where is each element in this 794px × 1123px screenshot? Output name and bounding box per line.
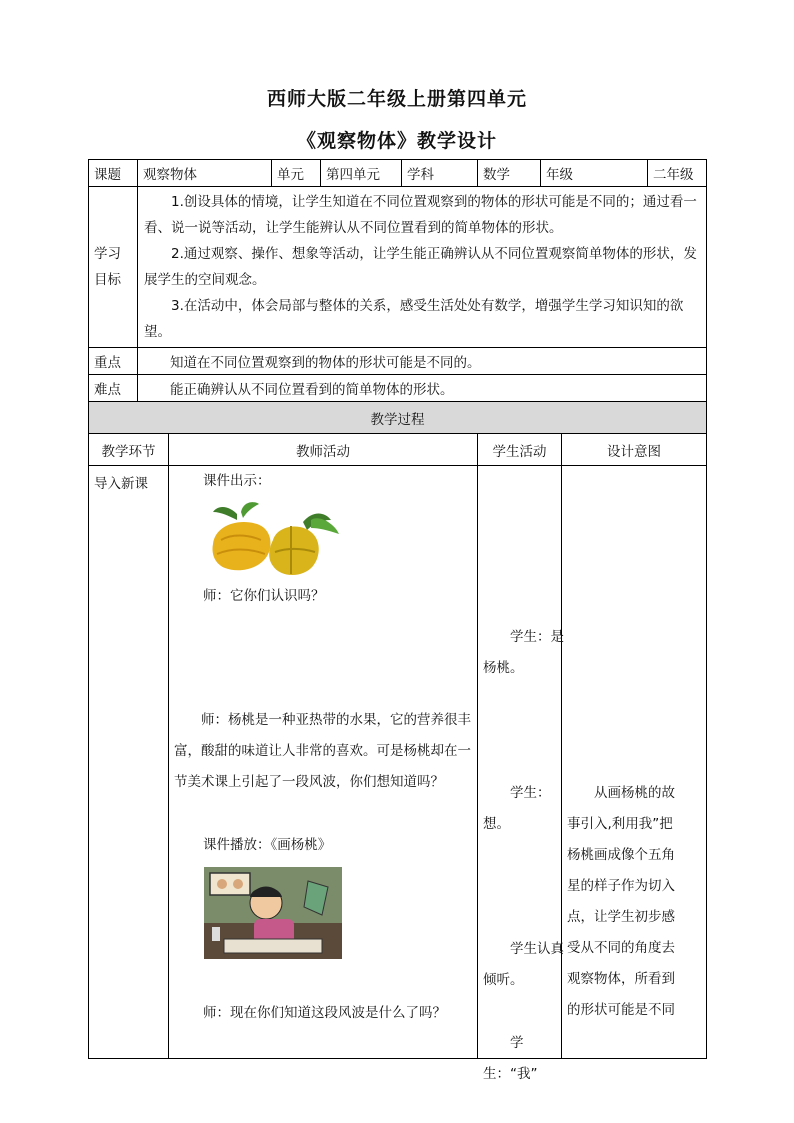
design-intent — [562, 466, 707, 1059]
teacher-line-5: 师：现在你们知道这段风波是什么了吗？ — [203, 1005, 446, 1021]
subject-value: 数学 — [478, 160, 541, 187]
goals-content — [138, 187, 707, 348]
info-row — [89, 160, 707, 187]
goal-item-2: 2.通过观察、操作、想象等活动，让学生能正确辨认从不同位置观察简单物体的形状，发展学生的空间观念。 — [144, 246, 697, 288]
design-text: 从画杨桃的故事引入,利用我”把杨桃画成像个五角星的样子作为切入点，让学生初步感受从不同的角度去观察物体，所看到的形状可能是不同 — [567, 785, 675, 1018]
doc-subtitle: 《观察物体》教学设计 — [296, 130, 497, 152]
goal-item-1: 1.创设具体的情境，让学生知道在不同位置观察到的物体的形状可能是不同的；通过看一看、说一说等活动，让学生能辨认从不同位置看到的简单物体的形状。 — [144, 194, 697, 236]
grade-value: 二年级 — [648, 160, 707, 187]
teacher-line-2: 师：它你们认识吗？ — [203, 588, 325, 604]
subject-label: 学科 — [402, 160, 478, 187]
key-point-row — [89, 348, 707, 375]
col-stage: 教学环节 — [89, 434, 169, 466]
student-line-2: 学生：想。 — [483, 785, 551, 832]
teacher-line-4: 课件播放：《画杨桃》 — [203, 837, 332, 853]
student-line-3: 学生认真倾听。 — [483, 941, 564, 988]
unit-label: 单元 — [272, 160, 321, 187]
goal-item-3: 3.在活动中，体会局部与整体的关系，感受生活处处有数学，增强学生学习知识知的欲望。 — [144, 298, 684, 340]
stage-name: 导入新课 — [89, 466, 169, 1059]
student-activity — [478, 466, 564, 1082]
cartoon-image — [204, 867, 342, 959]
student-line-4: 学生：“我” — [483, 1035, 538, 1082]
process-header-row — [89, 402, 707, 434]
col-design: 设计意图 — [562, 434, 707, 466]
col-student: 学生活动 — [478, 434, 562, 466]
teacher-activity — [169, 466, 478, 1059]
doc-title: 西师大版二年级上册第四单元 — [266, 88, 527, 110]
goals-row — [89, 187, 707, 348]
key-point-label: 重点 — [89, 348, 138, 375]
key-point-text: 知道在不同位置观察到的物体的形状可能是不同的。 — [138, 348, 707, 375]
intro-row — [89, 466, 707, 1059]
topic-value: 观察物体 — [138, 160, 272, 187]
goals-label: 学习目标 — [89, 187, 138, 348]
difficulty-row — [89, 375, 707, 402]
unit-value: 第四单元 — [321, 160, 402, 187]
process-header: 教学过程 — [89, 402, 707, 434]
student-line-1: 学生：是杨桃。 — [483, 629, 564, 676]
lesson-plan-table — [88, 159, 707, 1082]
grade-label: 年级 — [541, 160, 648, 187]
teacher-line-1: 课件出示： — [203, 473, 271, 489]
topic-label: 课题 — [89, 160, 138, 187]
col-teacher: 教师活动 — [169, 434, 478, 466]
difficulty-text: 能正确辨认从不同位置看到的简单物体的形状。 — [138, 375, 707, 402]
process-columns-row — [89, 434, 707, 466]
teacher-line-3: 师：杨桃是一种亚热带的水果，它的营养很丰富，酸甜的味道让人非常的喜欢。可是杨桃却在一节美术课上引起了一段风波，你们想知道吗？ — [174, 712, 471, 790]
difficulty-label: 难点 — [89, 375, 138, 402]
starfruit-image — [207, 500, 347, 580]
